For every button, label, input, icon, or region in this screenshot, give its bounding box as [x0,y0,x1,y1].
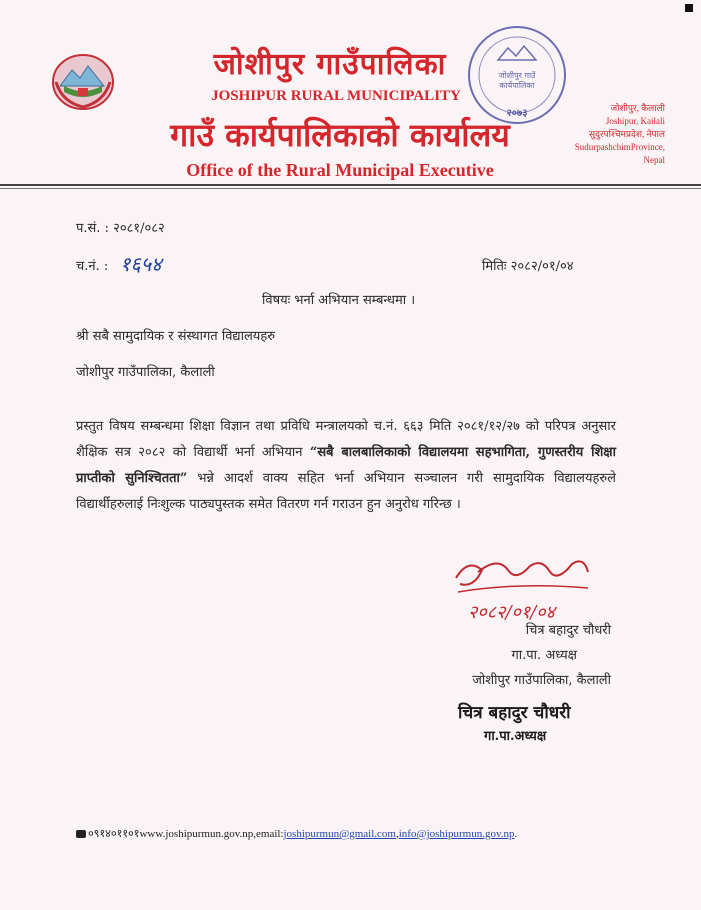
body-text: प्रस्तुत विषय सम्बन्धमा शिक्षा विज्ञान तथा प्रविधि मन्त्रालयको च.नं. ६६३ मिति २०८१/१२/२७ को परिपत्र अनुसार शैक्षिक सत्र २०८२ को विद्यार्थी भर्ना अभियान [76,419,616,460]
office-title-nepali: गाउँ कार्यपालिकाको कार्यालय [170,116,510,154]
footer-email-info[interactable]: info@joshipurmun.gov.np [398,828,515,840]
body-text: भन्ने आदर्श वाक्य सहित भर्ना अभियान सञ्चालन गरी सामुदायिक विद्यालयहरुले विद्यार्थीहरुलाई निःशुल्क पाठ्यपुस्तक समेत वितरण गर्न गराउन हुन अनुरोध गरिन्छ । [76,471,616,512]
signer-name: चित्र बहादुर चौधरी [525,623,611,638]
address-line: Joshipur, Kailali [605,116,665,126]
header-divider-thin [0,188,701,189]
phone-icon [76,830,86,838]
svg-text:कार्यपालिका: कार्यपालिका [499,81,535,90]
letter-date: मितिः २०८२/०१/०४ [482,259,574,274]
letter-body [76,414,616,518]
letter-subject: विषयः भर्ना अभियान सम्बन्धमा । [262,293,416,308]
body-slogan: “सबै बालबालिकाको विद्यालयमा सहभागिता, गुणस्तरीय शिक्षा प्राप्तीको सुनिश्चितता” [76,445,617,486]
office-title-english: Office of the Rural Municipal Executive [186,160,494,180]
signer-title: गा.पा. अध्यक्ष [511,648,577,663]
recipient-line-2: जोशीपुर गाउँपालिका, कैलाली [76,365,215,380]
address-line: जोशीपुर, कैलाली [610,103,665,113]
seal-year: २०७३ [506,108,528,119]
letter-ps-number: प.सं. : २०८१/०८२ [76,221,165,236]
footer-separator: , [395,828,399,840]
svg-text:जोशीपुर गाउँ: जोशीपुर गाउँ [498,71,536,80]
signer-organization: जोशीपुर गाउँपालिका, कैलाली [472,673,611,688]
address-line: सुदुरपश्चिमप्रदेश, नेपाल [589,129,665,139]
stamp-signer-title: गा.पा.अध्यक्ष [484,729,547,744]
handwritten-signature [438,548,608,628]
letter-chn-label: च.नं. : [76,259,109,274]
letter-chn-handwritten: १६५४ [120,252,162,276]
signature-date: २०८२/०१/०४ [468,602,556,623]
footer-phone: ०९१४०११०१ [88,828,140,840]
footer-website[interactable]: www.joshipurmun.gov.np,email: [139,828,284,840]
recipient-line-1: श्री सबै सामुदायिक र संस्थागत विद्यालयहरु [76,329,276,344]
footer-end: . [514,828,518,840]
nepal-emblem-logo [50,52,116,112]
address-line: SudurpashchimProvince, [574,142,665,152]
stamp-signer-name: चित्र बहादुर चौधरी [458,703,571,723]
municipality-title-nepali: जोशीपुर गाउँपालिका [213,47,447,82]
office-address [525,102,665,167]
footer-email-gmail[interactable]: joshipurmun@gmail.com [283,828,396,840]
address-line: Nepal [643,155,665,165]
municipality-title-english: JOSHIPUR RURAL MUNICIPALITY [211,88,461,104]
corner-mark [685,4,693,12]
footer-contact [76,826,517,841]
header-divider [0,184,701,186]
